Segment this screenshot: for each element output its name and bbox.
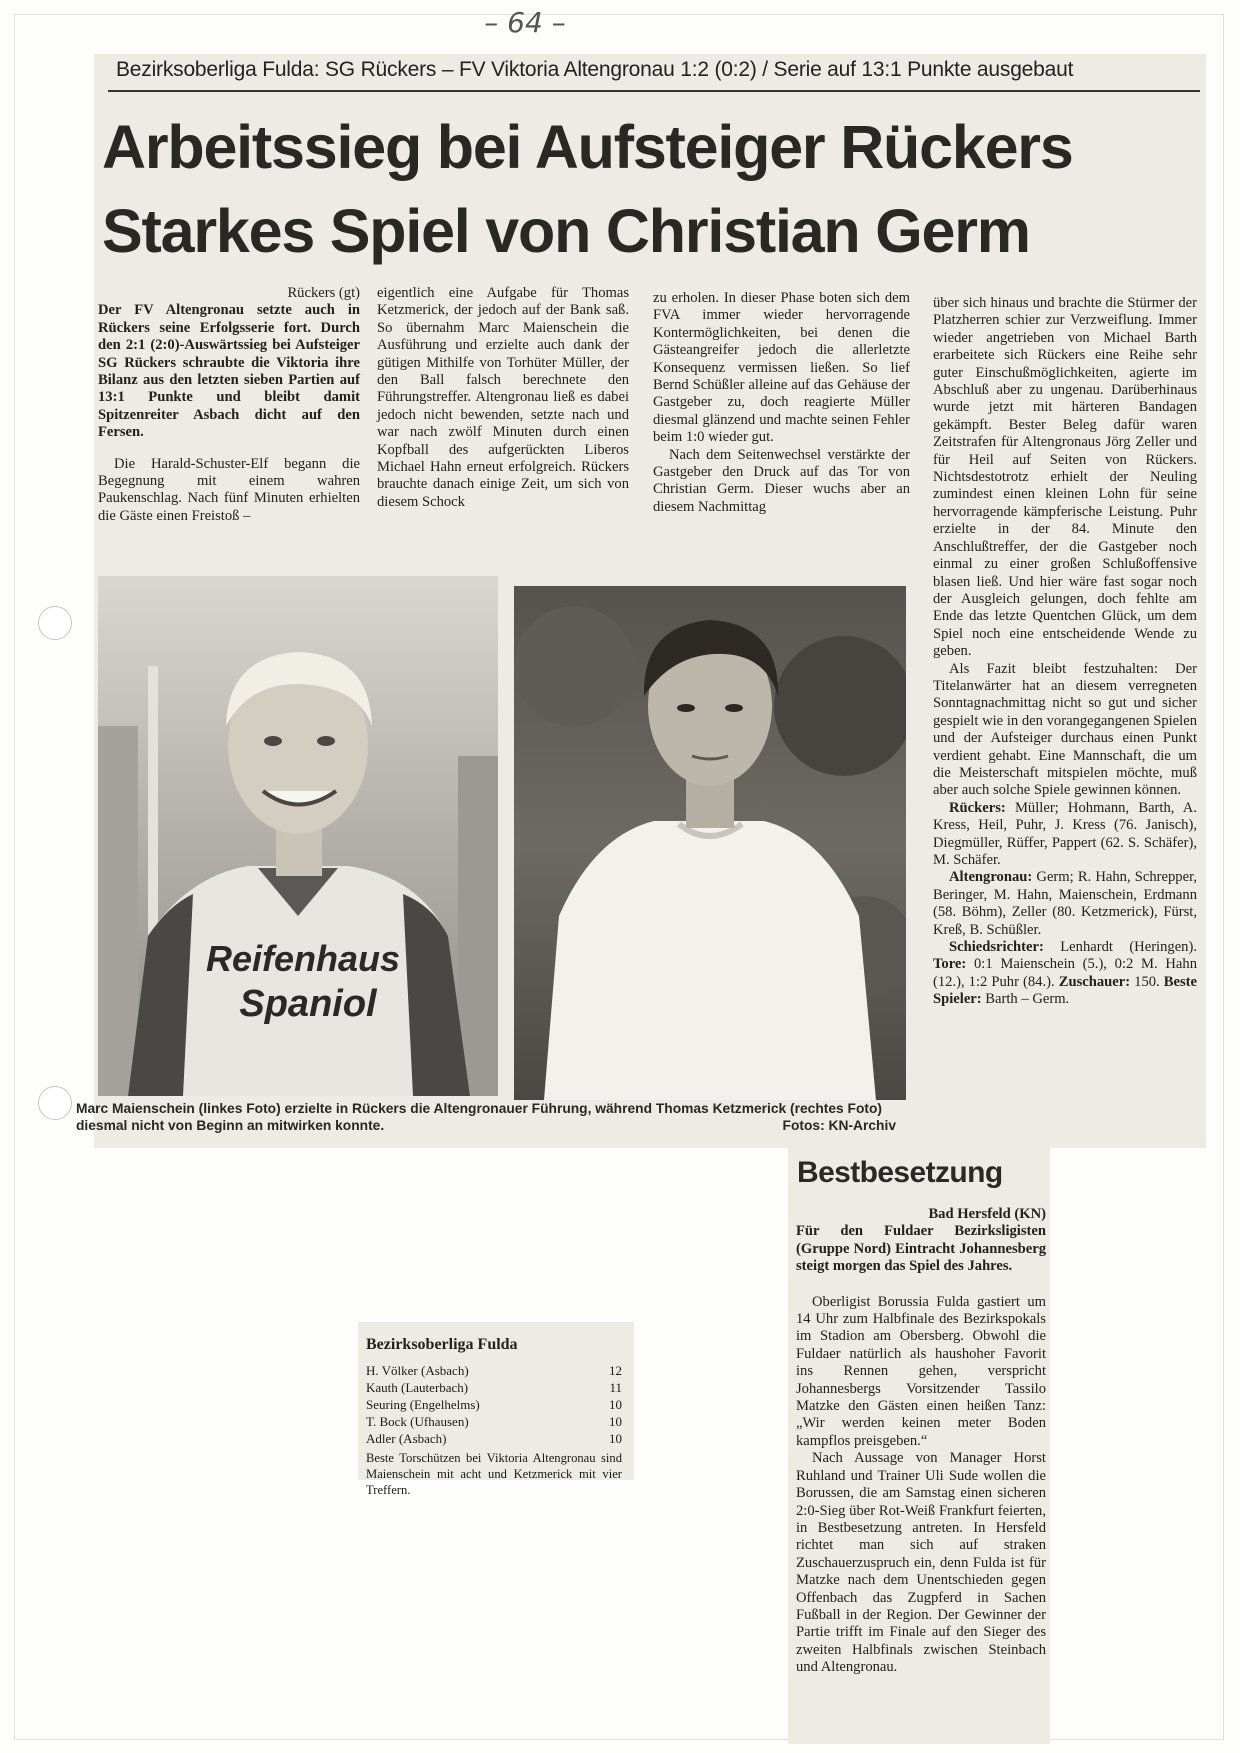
side-article-lead: Für den Fuldaer Bezirksligisten (Gruppe Nord) Eintracht Johannesberg steigt morgen das Spiel des Jahres. — [796, 1223, 1046, 1275]
best-players-label: Beste Spieler: — [933, 973, 1198, 1008]
scorer-name: Adler (Asbach) — [366, 1431, 447, 1446]
best-players: Barth – Germ. — [985, 991, 1070, 1008]
article-paragraph: Nach dem Seitenwechsel verstärkte der Gastgeber den Druck auf das Tor von Christian Germ. Dieser wuchs aber an diesem Nachmittag — [653, 446, 910, 515]
article-dateline: Rückers (gt) — [287, 285, 360, 301]
lineup-rueckers — [933, 800, 1197, 870]
match-facts — [933, 939, 1197, 1009]
goals: 0:1 Maienschein (5.), 0:2 M. Hahn (12.), 1:2 Puhr (84.). — [933, 956, 1198, 990]
scorer-row — [366, 1379, 622, 1396]
article-lead: Der FV Altengronau setzte auch in Rückers seine Erfolgsserie fort. Durch den 2:1 (2:0)-Auswärtssieg bei Aufsteiger SG Rückers schraubte die Viktoria ihre Bilanz aus den letzten sieben Partien auf 13:1 Punkte und bleibt damit Spitzenreiter Asbach dicht auf den Fersen. — [98, 302, 360, 441]
goals-label: Tore: — [933, 956, 967, 973]
scorer-row — [366, 1430, 622, 1447]
punch-hole-bottom — [38, 1086, 72, 1120]
scorer-row — [366, 1413, 622, 1430]
scorer-row — [366, 1396, 622, 1413]
article-paragraph: über sich hinaus und brachte die Stürmer der Platzherren schier zur Verzweiflung. Immer wieder angetrieben von Michael Barth erarbeitete sich Rückers eine Reihe sehr guter Einschußmöglichkeiten, agierte im Abschluß aber zu ungenau. Darüberhinaus wurde jetzt mit härteren Bandagen gekämpft. Bester Beleg dafür waren Zeitstrafen für Altengronaus Jörg Zeller und für Heil auf Seiten von Rückers. Nichtsdestotrotz erhielt der Neuling zumindest einen kleinen Lohn für seine hervorragende kämpferische Leistung. Puhr erzielte in der 84. Minute den Anschlußtreffer, der die Gastgeber noch einmal zu einer großen Schlußoffensive blasen ließ. Und hier wäre fast sogar noch der Ausgleich gelungen, doch fehlte am Ende das letzte Quentchen Glück, um dem Spiel noch eine entscheidende Wende zu geben. — [933, 295, 1197, 660]
scorer-name: H. Völker (Asbach) — [366, 1363, 469, 1378]
scorer-row — [366, 1362, 622, 1379]
headline-line-1: Arbeitssieg bei Aufsteiger Rückers — [102, 113, 1073, 181]
article-paragraph: Die Harald-Schuster-Elf begann die Begegnung mit einem wahren Paukenschlag. Nach fünf Minuten erhielten die Gäste einen Freistoß – — [98, 455, 360, 524]
lineup-text: Müller; Hohmann, Barth, A. Kress, Heil, Puhr, J. Kress (76. Janisch), Diegmüller, Rüffer, Pappert (62. S. Schäfer), M. Schäfer. — [933, 799, 1197, 868]
side-article-paragraph: Nach Aussage von Manager Horst Ruhland und Trainer Uli Sude wollen die Borussen, die am Samstag einen sicheren 2:0-Sieg über Rot-Weiß Frankfurt feierten, in Bestbesetzung antreten. In Hersfeld richtet man sich auf straken Zuschauerzuspruch ein, denn Fulda ist für Matzke nach dem Unentschieden gegen Offenbach das Zugpferd in Sachen Fußball in der Region. Der Gewinner der Partie trifft im Finale auf den Sieger des zweiten Halbfinals zwischen Steinbach und Altengronau. — [796, 1450, 1046, 1676]
photo-caption: Marc Maienschein (linkes Foto) erzielte in Rückers die Altengronauer Führung, während Thomas Ketzmerick (rechtes Foto) diesmal nicht von Beginn an mitwirken konnte. — [76, 1101, 882, 1133]
scorer-goals: 10 — [609, 1397, 622, 1412]
photo-thomas-ketzmerick — [514, 586, 906, 1100]
scorer-name: Seuring (Engelhelms) — [366, 1397, 480, 1412]
side-article-column — [796, 1206, 1046, 1677]
article-paragraph: zu erholen. In dieser Phase boten sich dem FVA immer wieder hervorragende Kontermöglichkeiten, bei denen die Gästeangreifer jedoch die allerletzte Konsequenz vermissen ließen. So lief Bernd Schüßler alleine auf das Gehäuse der Gastgeber zu, doch reagierte Müller diesmal glänzend und machte seinen Fehler beim 1:0 wieder gut. — [653, 290, 910, 446]
punch-hole-top — [38, 606, 72, 640]
lineup-altengronau — [933, 869, 1197, 939]
referee-label: Schiedsrichter: — [949, 939, 1044, 956]
scorer-name: Kauth (Lauterbach) — [366, 1380, 469, 1395]
photo-credit: Fotos: KN-Archiv — [782, 1118, 896, 1133]
kicker-rule — [108, 90, 1200, 92]
scorers-list — [366, 1362, 622, 1447]
lineup-label: Altengronau: — [949, 869, 1033, 886]
scorer-goals: 10 — [609, 1431, 622, 1446]
scorers-note: Beste Torschützen bei Viktoria Altengronau sind Maienschein mit acht und Ketzmerick mit vier Treffern. — [366, 1451, 622, 1497]
spectators: 150. — [1134, 973, 1160, 990]
side-article-paragraph: Oberligist Borussia Fulda gastiert um 14 Uhr zum Halbfinale des Bezirkspokals im Stadion am Obersberg. Obwohl die Fuldaer natürlich als haushoher Favorit ins Rennen gehen, verspricht Johannesbergs Vorsitzender Tassilo Matzke den Gästen einen heißen Tanz: „Wir werden keinen meter Boden kampflos preisgeben.“ — [796, 1293, 1046, 1449]
article-column-1 — [98, 285, 360, 525]
shirt-sponsor-line-1: Reifenhaus — [205, 938, 401, 979]
lineup-text: Germ; R. Hahn, Schrepper, Beringer, M. Hahn, Maienschein, Erdmann (58. Böhm), Zeller (80. Ketzmerick), Fürst, Kreß, B. Schüßler. — [933, 869, 1197, 938]
referee: Lenhardt (Heringen). — [1060, 939, 1197, 956]
article-kicker: Bezirksoberliga Fulda: SG Rückers – FV Viktoria Altengronau 1:2 (0:2) / Serie auf 13:1 Punkte ausgebaut — [116, 58, 1074, 81]
article-paragraph: eigentlich eine Aufgabe für Thomas Ketzmerick, der jedoch auf der Bank saß. So übernahm Marc Maienschein die Ausführung und erzielte auch dank der gütigen Mithilfe von Torhüter Müller, der den Ball falsch berechnete den Führungstreffer. Altengronau ließ es dabei jedoch nicht bewenden, setzte nach und war nach zwölf Minuten durch einen Kopfball des aufgerückten Liberos Michael Hahn erneut erfolgreich. Rückers brauchte danach einige Zeit, um sich von diesem Schock — [377, 285, 629, 510]
scorer-goals: 10 — [609, 1414, 622, 1429]
spectators-label: Zuschauer: — [1058, 973, 1131, 990]
article-column-4 — [933, 295, 1197, 1009]
side-article-dateline: Bad Hersfeld (KN) — [928, 1206, 1046, 1222]
shirt-sponsor-line-2: Spaniol — [239, 983, 377, 1025]
photo-left-illustration — [98, 576, 498, 1096]
lineup-label: Rückers: — [949, 799, 1006, 816]
scorer-name: T. Bock (Ufhausen) — [366, 1414, 469, 1429]
article-paragraph: Als Fazit bleibt festzuhalten: Der Titelanwärter hat an diesem verregneten Sonntagnachmittag nicht so gut und sicher gespielt wie in den vorangegangenen Spielen und der Aufsteiger durchaus einen Punkt verdient gehabt. Eine Mannschaft, die um die Meisterschaft mitspielen möchte, muß aber auch solche Spiele gewinnen können. — [933, 660, 1197, 799]
side-article-headline: Bestbesetzung — [797, 1156, 1003, 1189]
article-column-2 — [377, 285, 629, 511]
photo-right-illustration — [514, 586, 906, 1100]
article-column-3 — [653, 290, 910, 516]
headline-line-2: Starkes Spiel von Christian Germ — [102, 197, 1030, 265]
scorers-title: Bezirksoberliga Fulda — [366, 1336, 518, 1353]
page-number: – 64 – — [484, 6, 566, 39]
photo-marc-maienschein — [98, 576, 498, 1096]
scorer-goals: 12 — [609, 1363, 622, 1378]
scorer-goals: 11 — [609, 1380, 622, 1395]
